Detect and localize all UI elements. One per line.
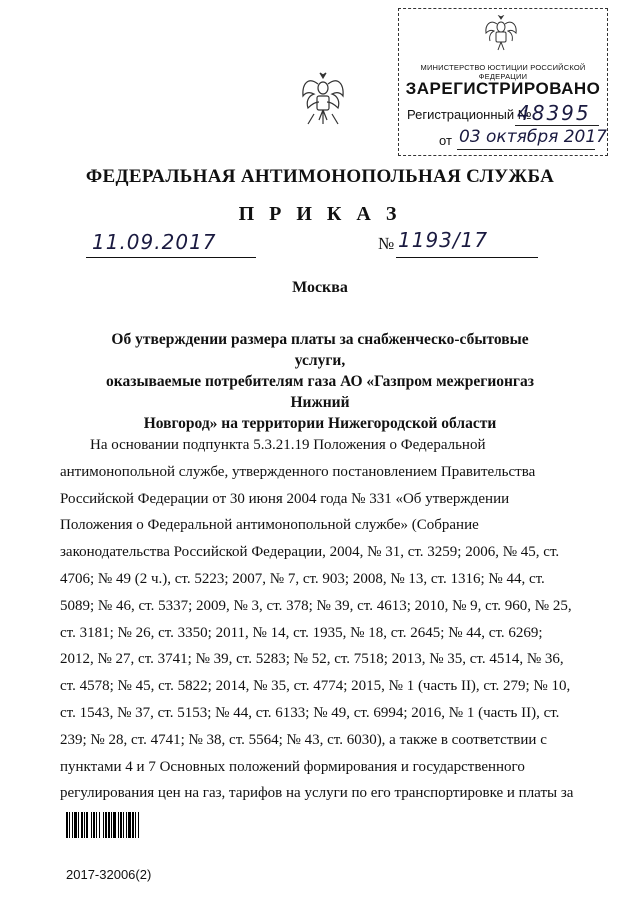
stamp-reg-number: 48395 — [517, 101, 591, 125]
body-line: антимонопольной службе, утвержденного постановлением Правительства — [60, 463, 536, 480]
stamp-date-underline — [457, 149, 595, 150]
stamp-emblem-icon — [484, 15, 518, 55]
document-number: 2017-32006(2) — [66, 867, 152, 882]
order-number-underline — [396, 257, 538, 258]
body-line: 5089; № 46, ст. 5337; 2009, № 3, ст. 378; № 39, ст. 4613; 2010, № 9, ст. 960, № 25, — [60, 597, 572, 614]
city: Москва — [292, 279, 348, 296]
body-line: 239; № 28, ст. 4741; № 38, ст. 5564; № 43, ст. 6030), а также в соответствии с — [60, 731, 547, 748]
body-line: 4706; № 49 (2 ч.), ст. 5223; 2007, № 7, ст. 903; 2008, № 13, ст. 1316; № 44, ст. — [60, 570, 545, 587]
body-line: ст. 3181; № 26, ст. 3350; 2011, № 14, ст. 1935, № 18, ст. 2645; № 44, ст. 6269; — [60, 624, 543, 641]
emblem-icon — [300, 70, 346, 132]
registration-stamp — [398, 8, 608, 156]
barcode-icon — [66, 812, 174, 838]
title-line: Новгород» на территории Нижегородской области — [143, 415, 497, 432]
title-line: оказываемые потребителям газа АО «Газпром межрегионгаз Нижний — [106, 373, 534, 411]
body-line: законодательства Российской Федерации, 2004, № 31, ст. 3259; 2006, № 45, ст. — [60, 544, 560, 561]
order-title — [90, 329, 550, 434]
body-line: 2012, № 27, ст. 3741; № 39, ст. 5283; № 52, ст. 7518; 2013, № 35, ст. 4514, № 36, — [60, 651, 564, 668]
body-text — [60, 432, 574, 807]
body-line: пунктами 4 и 7 Основных положений формирования и государственного — [60, 758, 525, 775]
stamp-reg-label: Регистрационный № — [407, 107, 532, 122]
order-number: 1193/17 — [398, 228, 489, 252]
stamp-date-prefix: от — [439, 133, 452, 148]
body-line: Российской Федерации от 30 июня 2004 года № 331 «Об утверждении — [60, 490, 510, 507]
body-line: регулирования цен на газ, тарифов на услуги по его транспортировке и платы за — [60, 785, 574, 802]
agency-name: ФЕДЕРАЛЬНАЯ АНТИМОНОПОЛЬНАЯ СЛУЖБА — [85, 166, 555, 187]
order-number-label: № — [378, 234, 395, 253]
stamp-date: 03 октября 2017 — [459, 127, 608, 147]
body-line: ст. 1543, № 37, ст. 5153; № 44, ст. 6133; № 49, ст. 6994; 2016, № 1 (часть II), ст. — [60, 704, 560, 721]
document-type: П Р И К А З — [238, 203, 402, 225]
body-line: Положения о Федеральной антимонопольной службе» (Собрание — [60, 517, 479, 534]
stamp-ministry: МИНИСТЕРСТВО ЮСТИЦИИ РОССИЙСКОЙ ФЕДЕРАЦИИ — [420, 63, 586, 81]
order-date: 11.09.2017 — [92, 230, 217, 254]
stamp-reg-underline — [515, 125, 599, 126]
order-date-underline — [86, 257, 256, 258]
title-line: Об утверждении размера платы за снабженческо-сбытовые услуги, — [111, 331, 529, 369]
stamp-status: ЗАРЕГИСТРИРОВАНО — [405, 79, 601, 98]
body-line: ст. 4578; № 45, ст. 5822; 2014, № 35, ст. 4774; 2015, № 1 (часть II), ст. 279; № 10, — [60, 678, 571, 695]
body-line: На основании подпункта 5.3.21.19 Положения о Федеральной — [90, 437, 486, 453]
